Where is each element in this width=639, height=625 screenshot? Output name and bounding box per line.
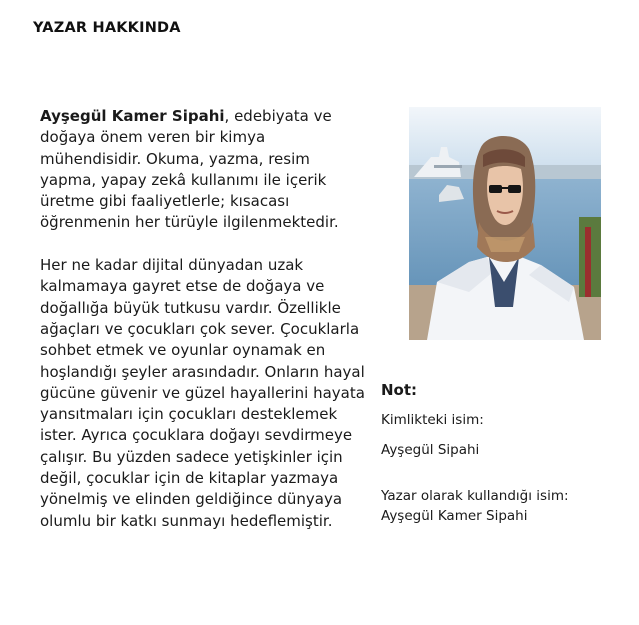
bio-intro-text: , edebiyata ve doğaya önem veren bir kimya mühendisidir. Okuma, yazma, resim yapma, yapay zekâ kullanımı ile içerik üretme gibi faaliyetlerle; kısacası öğrenmenin her türüyle ilgilenmektedir.: [40, 107, 339, 232]
bio-text: [40, 106, 370, 532]
note-title: Not:: [381, 381, 418, 399]
id-name-label: Kimlikteki isim:: [381, 412, 484, 428]
author-name: Ayşegül Kamer Sipahi: [40, 107, 225, 125]
bio-paragraph-1: [40, 106, 370, 234]
author-photo: [409, 107, 601, 340]
bio-paragraph-2: Her ne kadar dijital dünyadan uzak kalmamaya gayret etse de doğaya ve doğallığa büyük tutkusu vardır. Özellikle ağaçları ve çocukları çok sever. Çocuklarla sohbet etmek ve oyunlar oynamak en hoşlandığı şeyler arasındadır. Onların hayal gücüne güvenir ve güzel hayallerini hayata yansıtmaları için çocukları desteklemek ister. Ayrıca çocuklara doğayı sevdirmeye çalışır. Bu yüzden sadece yetişkinler için değil, çocuklar için de kitaplar yazmaya yönelmiş ve elinden geldiğince dünyaya olumlu bir katkı sunmayı hedeflemiştir.: [40, 256, 365, 530]
author-photo-image: [409, 107, 601, 340]
page-title: YAZAR HAKKINDA: [33, 20, 181, 36]
pen-name-value: Ayşegül Kamer Sipahi: [381, 508, 528, 524]
id-name-value: Ayşegül Sipahi: [381, 442, 480, 458]
pen-name-label: Yazar olarak kullandığı isim:: [381, 488, 569, 504]
note-box: [381, 380, 631, 526]
